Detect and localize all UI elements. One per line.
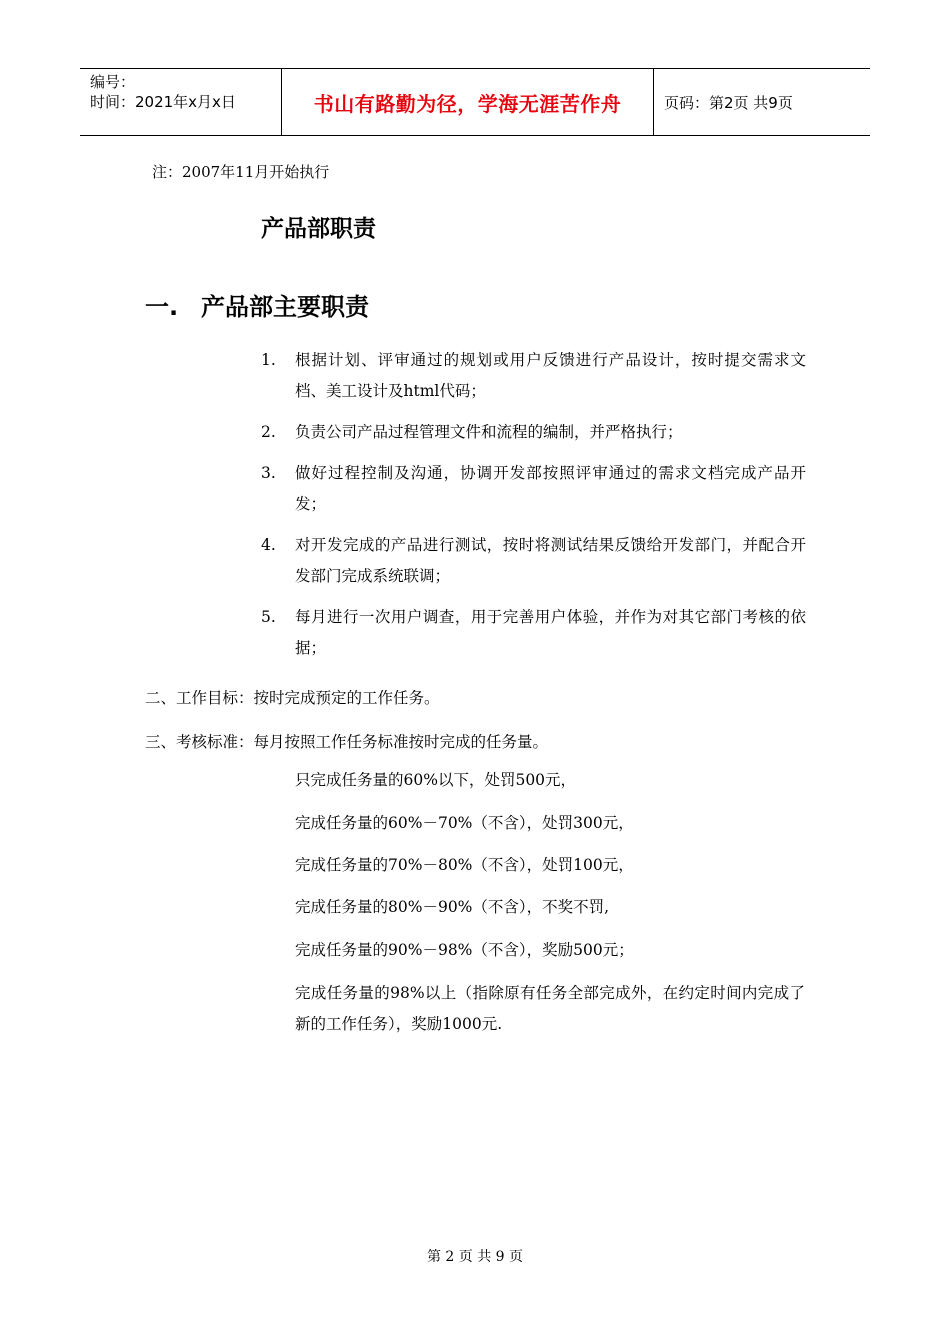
list-item-text: 对开发完成的产品进行测试，按时将测试结果反馈给开发部门，并配合开发部门完成系统联调； xyxy=(295,536,806,585)
criteria-line: 完成任务量的98%以上（指除原有任务全部完成外，在约定时间内完成了新的工作任务），奖励1000元. xyxy=(295,984,805,1033)
list-item-number: 3. xyxy=(261,464,276,482)
document-time-label: 时间：2021年x月x日 xyxy=(90,93,236,111)
list-item-text: 负责公司产品过程管理文件和流程的编制，并严格执行； xyxy=(295,423,683,441)
criteria-line: 完成任务量的60%－70%（不含），处罚300元， xyxy=(295,814,634,832)
document-number-label: 编号： xyxy=(90,73,136,91)
section-1-heading xyxy=(145,287,369,322)
section-3-assessment-standard: 三、考核标准：每月按照工作任务标准按时完成的任务量。 xyxy=(145,733,549,751)
list-item-text: 做好过程控制及沟通，协调开发部按照评审通过的需求文档完成产品开发； xyxy=(295,464,806,513)
list-item xyxy=(261,458,806,520)
criteria-line: 完成任务量的70%－80%（不含），处罚100元， xyxy=(295,856,634,874)
list-item-number: 5. xyxy=(261,608,276,626)
header-motto: 书山有路勤为径，学海无涯苦作舟 xyxy=(282,69,654,135)
list-item xyxy=(261,602,806,664)
header-table xyxy=(80,68,870,136)
effective-date-note: 注：2007年11月开始执行 xyxy=(152,163,330,181)
section-1-number: 一. xyxy=(145,293,179,321)
page-footer: 第 2 页 共 9 页 xyxy=(426,1249,524,1265)
list-item xyxy=(261,417,806,448)
list-item-text: 根据计划、评审通过的规划或用户反馈进行产品设计，按时提交需求文档、美工设计及html代码； xyxy=(295,351,806,400)
responsibility-list xyxy=(261,345,806,674)
criteria-line: 完成任务量的90%－98%（不含），奖励500元； xyxy=(295,941,634,959)
list-item-number: 4. xyxy=(261,536,276,554)
criteria-line: 完成任务量的80%－90%（不含），不奖不罚, xyxy=(295,898,610,916)
page-title: 产品部职责 xyxy=(261,216,376,242)
list-item-number: 1. xyxy=(261,351,276,369)
section-2-work-goal: 二、工作目标：按时完成预定的工作任务。 xyxy=(145,689,440,707)
criteria-line: 只完成任务量的60%以下，处罚500元， xyxy=(295,771,577,789)
header-info-cell xyxy=(80,69,282,135)
header-page-label: 页码：第2页 共9页 xyxy=(664,93,793,112)
list-item xyxy=(261,345,806,407)
list-item-number: 2. xyxy=(261,423,276,441)
list-item-text: 每月进行一次用户调查，用于完善用户体验，并作为对其它部门考核的依据； xyxy=(295,608,806,657)
list-item xyxy=(261,530,806,592)
section-1-title: 产品部主要职责 xyxy=(201,293,369,321)
